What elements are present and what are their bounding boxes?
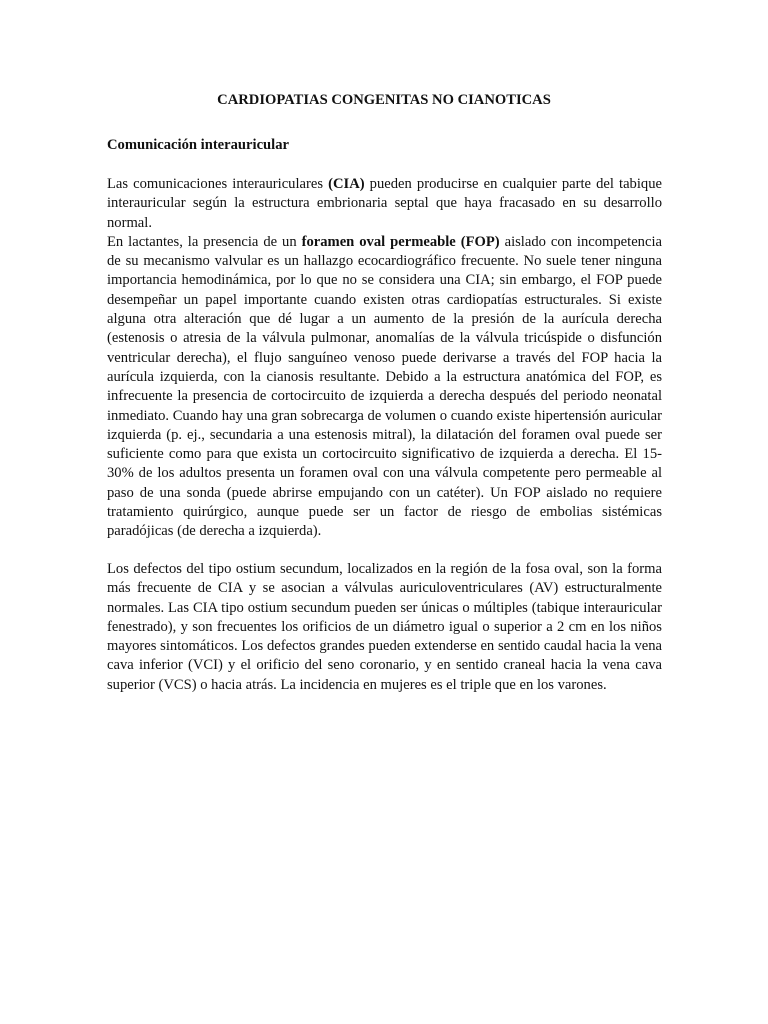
paragraph-text: Las comunicaciones interauriculares <box>107 176 329 192</box>
paragraph-text: aislado con incompetencia de su mecanismo valvular es un hallazgo ecocardiográfico frecuente. No suele tener ninguna importancia hemodinámica, por lo que no se considera una CIA; sin embargo, el FOP puede desempeñar un papel importante cuando existen otras cardiopatías estructurales. Si existe alguna otra alteración que dé lugar a un aumento de la presión de la aurícula derecha (estenosis o atresia de la válvula pulmonar, anomalías de la válvula tricúspide o disfunción ventricular derecha), el flujo sanguíneo venoso puede derivarse a través del FOP hacia la aurícula izquierda, con la cianosis resultante. Debido a la estructura anatómica del FOP, es infrecuente la presencia de cortocircuito de izquierda a derecha después del periodo neonatal inmediato. Cuando hay una gran sobrecarga de volumen o cuando existe hipertensión auricular izquierda (p. ej., secundaria a una estenosis mitral), la dilatación del foramen oval puede ser suficiente como para que exista un cortocircuito significativo de izquierda a derecha. El 15-30% de los adultos presenta un foramen oval con una válvula competente pero permeable al paso de una sonda (puede abrirse empujando con un catéter). Un FOP aislado no requiere tratamiento quirúrgico, aunque puede ser un factor de riesgo de embolias sistémicas paradójicas (de derecha a izquierda). <box>107 233 662 540</box>
paragraph-text: En lactantes, la presencia de un <box>107 233 302 250</box>
paragraph-cia-definition <box>107 175 662 233</box>
bold-term: foramen oval permeable (FOP) <box>301 233 500 250</box>
section-body-continued <box>107 560 662 695</box>
document-title: CARDIOPATIAS CONGENITAS NO CIANOTICAS <box>217 92 551 108</box>
paragraph-fop <box>107 233 662 542</box>
paragraph-text: pueden producirse en cualquier parte del tabique interauricular según la estructura embrionaria septal que haya fracasado en su desarrollo normal. <box>107 176 662 231</box>
bold-term: (CIA) <box>328 176 365 192</box>
section-body <box>107 175 662 542</box>
section-heading: Comunicación interauricular <box>107 137 290 153</box>
paragraph-ostium-secundum: Los defectos del tipo ostium secundum, localizados en la región de la fosa oval, son la forma más frecuente de CIA y se asocian a válvulas auriculoventriculares (AV) estructuralmente normales. Las CIA tipo ostium secundum pueden ser únicas o múltiples (tabique interauricular fenestrado), y son frecuentes los orificios de un diámetro igual o superior a 2 cm en los niños mayores sintomáticos. Los defectos grandes pueden extenderse en sentido caudal hacia la vena cava inferior (VCI) y el orificio del seno coronario, y en sentido craneal hacia la vena cava superior (VCS) o hacia atrás. La incidencia en mujeres es el triple que en los varones. <box>107 561 662 693</box>
